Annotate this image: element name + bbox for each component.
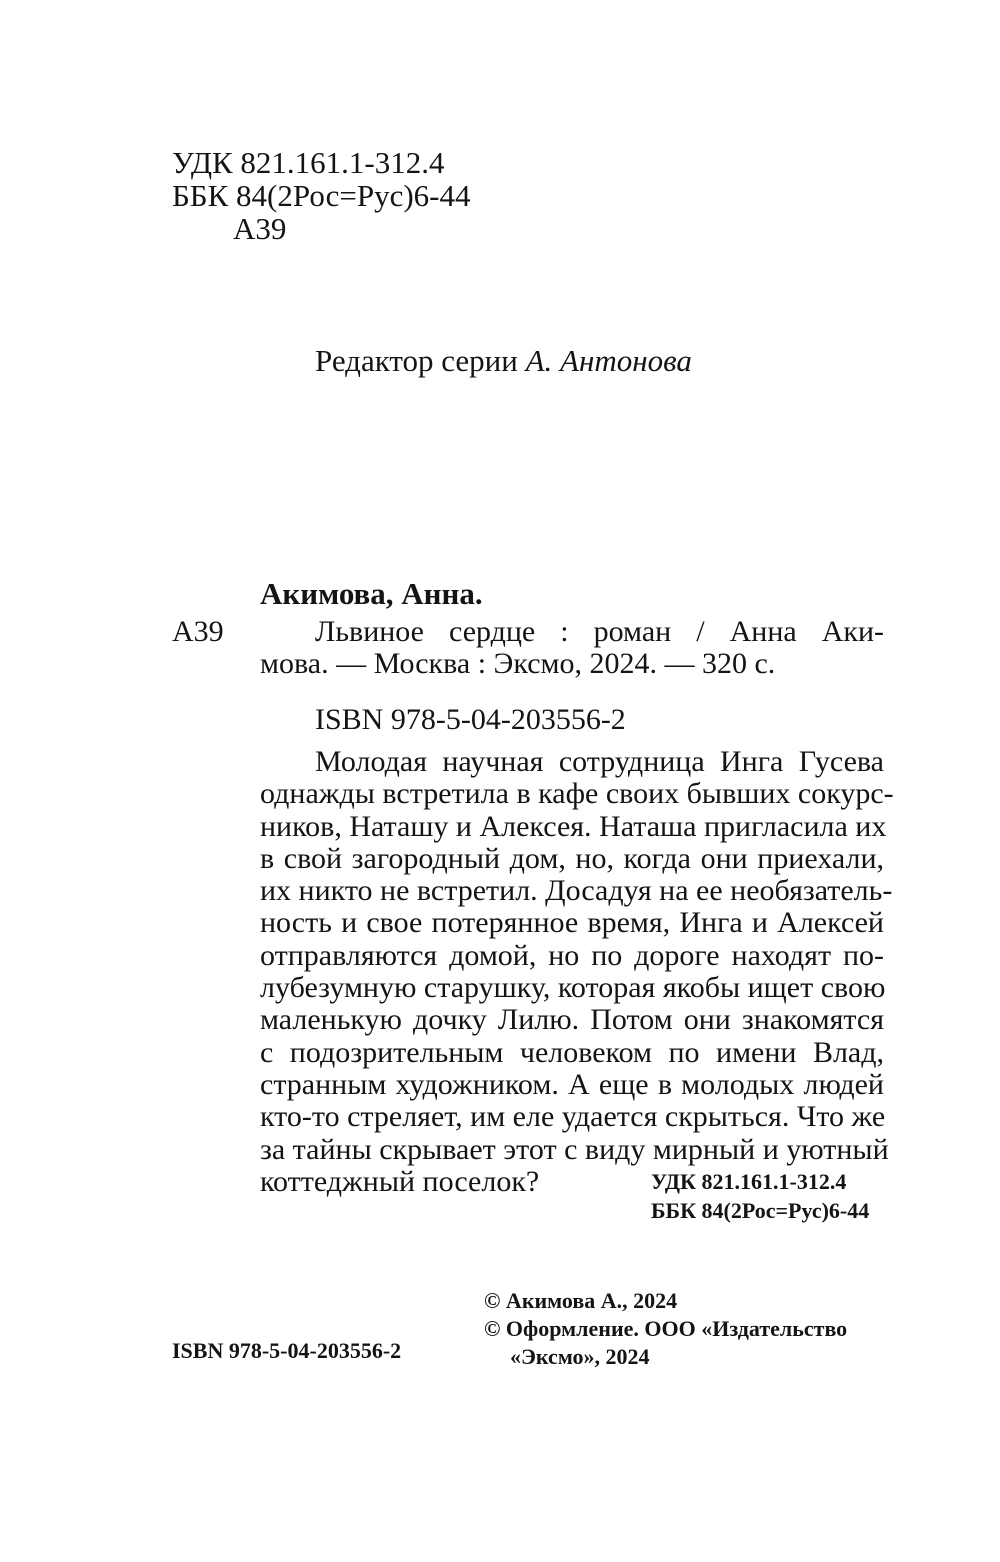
catalog-isbn: ISBN 978-5-04-203556-2 (315, 703, 626, 736)
annotation-line: лубезумную старушку, которая якобы ищет свою (260, 971, 886, 1005)
catalog-bbk: ББК 84(2Рос=Рус)6-44 (651, 1198, 870, 1223)
annotation-line: ников, Наташу и Алексея. Наташа пригласила их (260, 809, 887, 843)
annotation-line: коттеджный поселок? (260, 1164, 540, 1198)
annotation-block (260, 745, 894, 1198)
copyright-author: © Акимова А., 2024 (484, 1288, 678, 1313)
annotation-line: однажды встретила в кафе своих бывших сокурс- (260, 777, 894, 811)
series-editor-label: Редактор серии (315, 343, 526, 378)
catalog-author-heading: Акимова, Анна. (260, 576, 483, 611)
annotation-line: кто-то стреляет, им еле удается скрыться. Что же (260, 1100, 886, 1134)
annotation-line: Молодая научная сотрудница Инга Гусева (315, 745, 884, 778)
series-editor (315, 345, 692, 377)
annotation-line: маленькую дочку Лилю. Потом они знакомятся (260, 1003, 884, 1037)
catalog-title-line: мова. — Москва : Эксмо, 2024. — 320 с. (260, 647, 776, 681)
annotation-line: их никто не встретил. Досадуя на ее необязатель- (260, 874, 893, 908)
catalog-title-line: Львиное сердце : роман / Анна Аки- (315, 615, 884, 648)
footer-isbn: ISBN 978-5-04-203556-2 (172, 1338, 402, 1363)
annotation-line: ность и свое потерянное время, Инга и Алексей (260, 906, 884, 940)
catalog-udk: УДК 821.161.1-312.4 (651, 1169, 847, 1194)
catalog-title-block (260, 616, 884, 681)
annotation-line: за тайны скрывает этот с виду мирный и уютный (260, 1132, 889, 1166)
annotation-line: с подозрительным человеком по имени Влад, (260, 1035, 884, 1069)
annotation-line: в свой загородный дом, но, когда они приехали, (260, 841, 884, 875)
annotation-line: отправляются домой, но по дороге находят по- (260, 938, 884, 972)
catalog-author-mark: А39 (172, 615, 224, 648)
series-editor-name: А. Антонова (525, 343, 692, 378)
annotation-line: странным художником. А еще в молодых людей (260, 1067, 884, 1101)
author-mark: А39 (233, 211, 287, 246)
udk-code: УДК 821.161.1-312.4 (172, 145, 445, 180)
bbk-code: ББК 84(2Рос=Рус)6-44 (172, 178, 471, 213)
copyright-design-line2: «Эксмо», 2024 (510, 1344, 650, 1369)
copyright-design-line1: © Оформление. ООО «Издательство (484, 1316, 848, 1341)
